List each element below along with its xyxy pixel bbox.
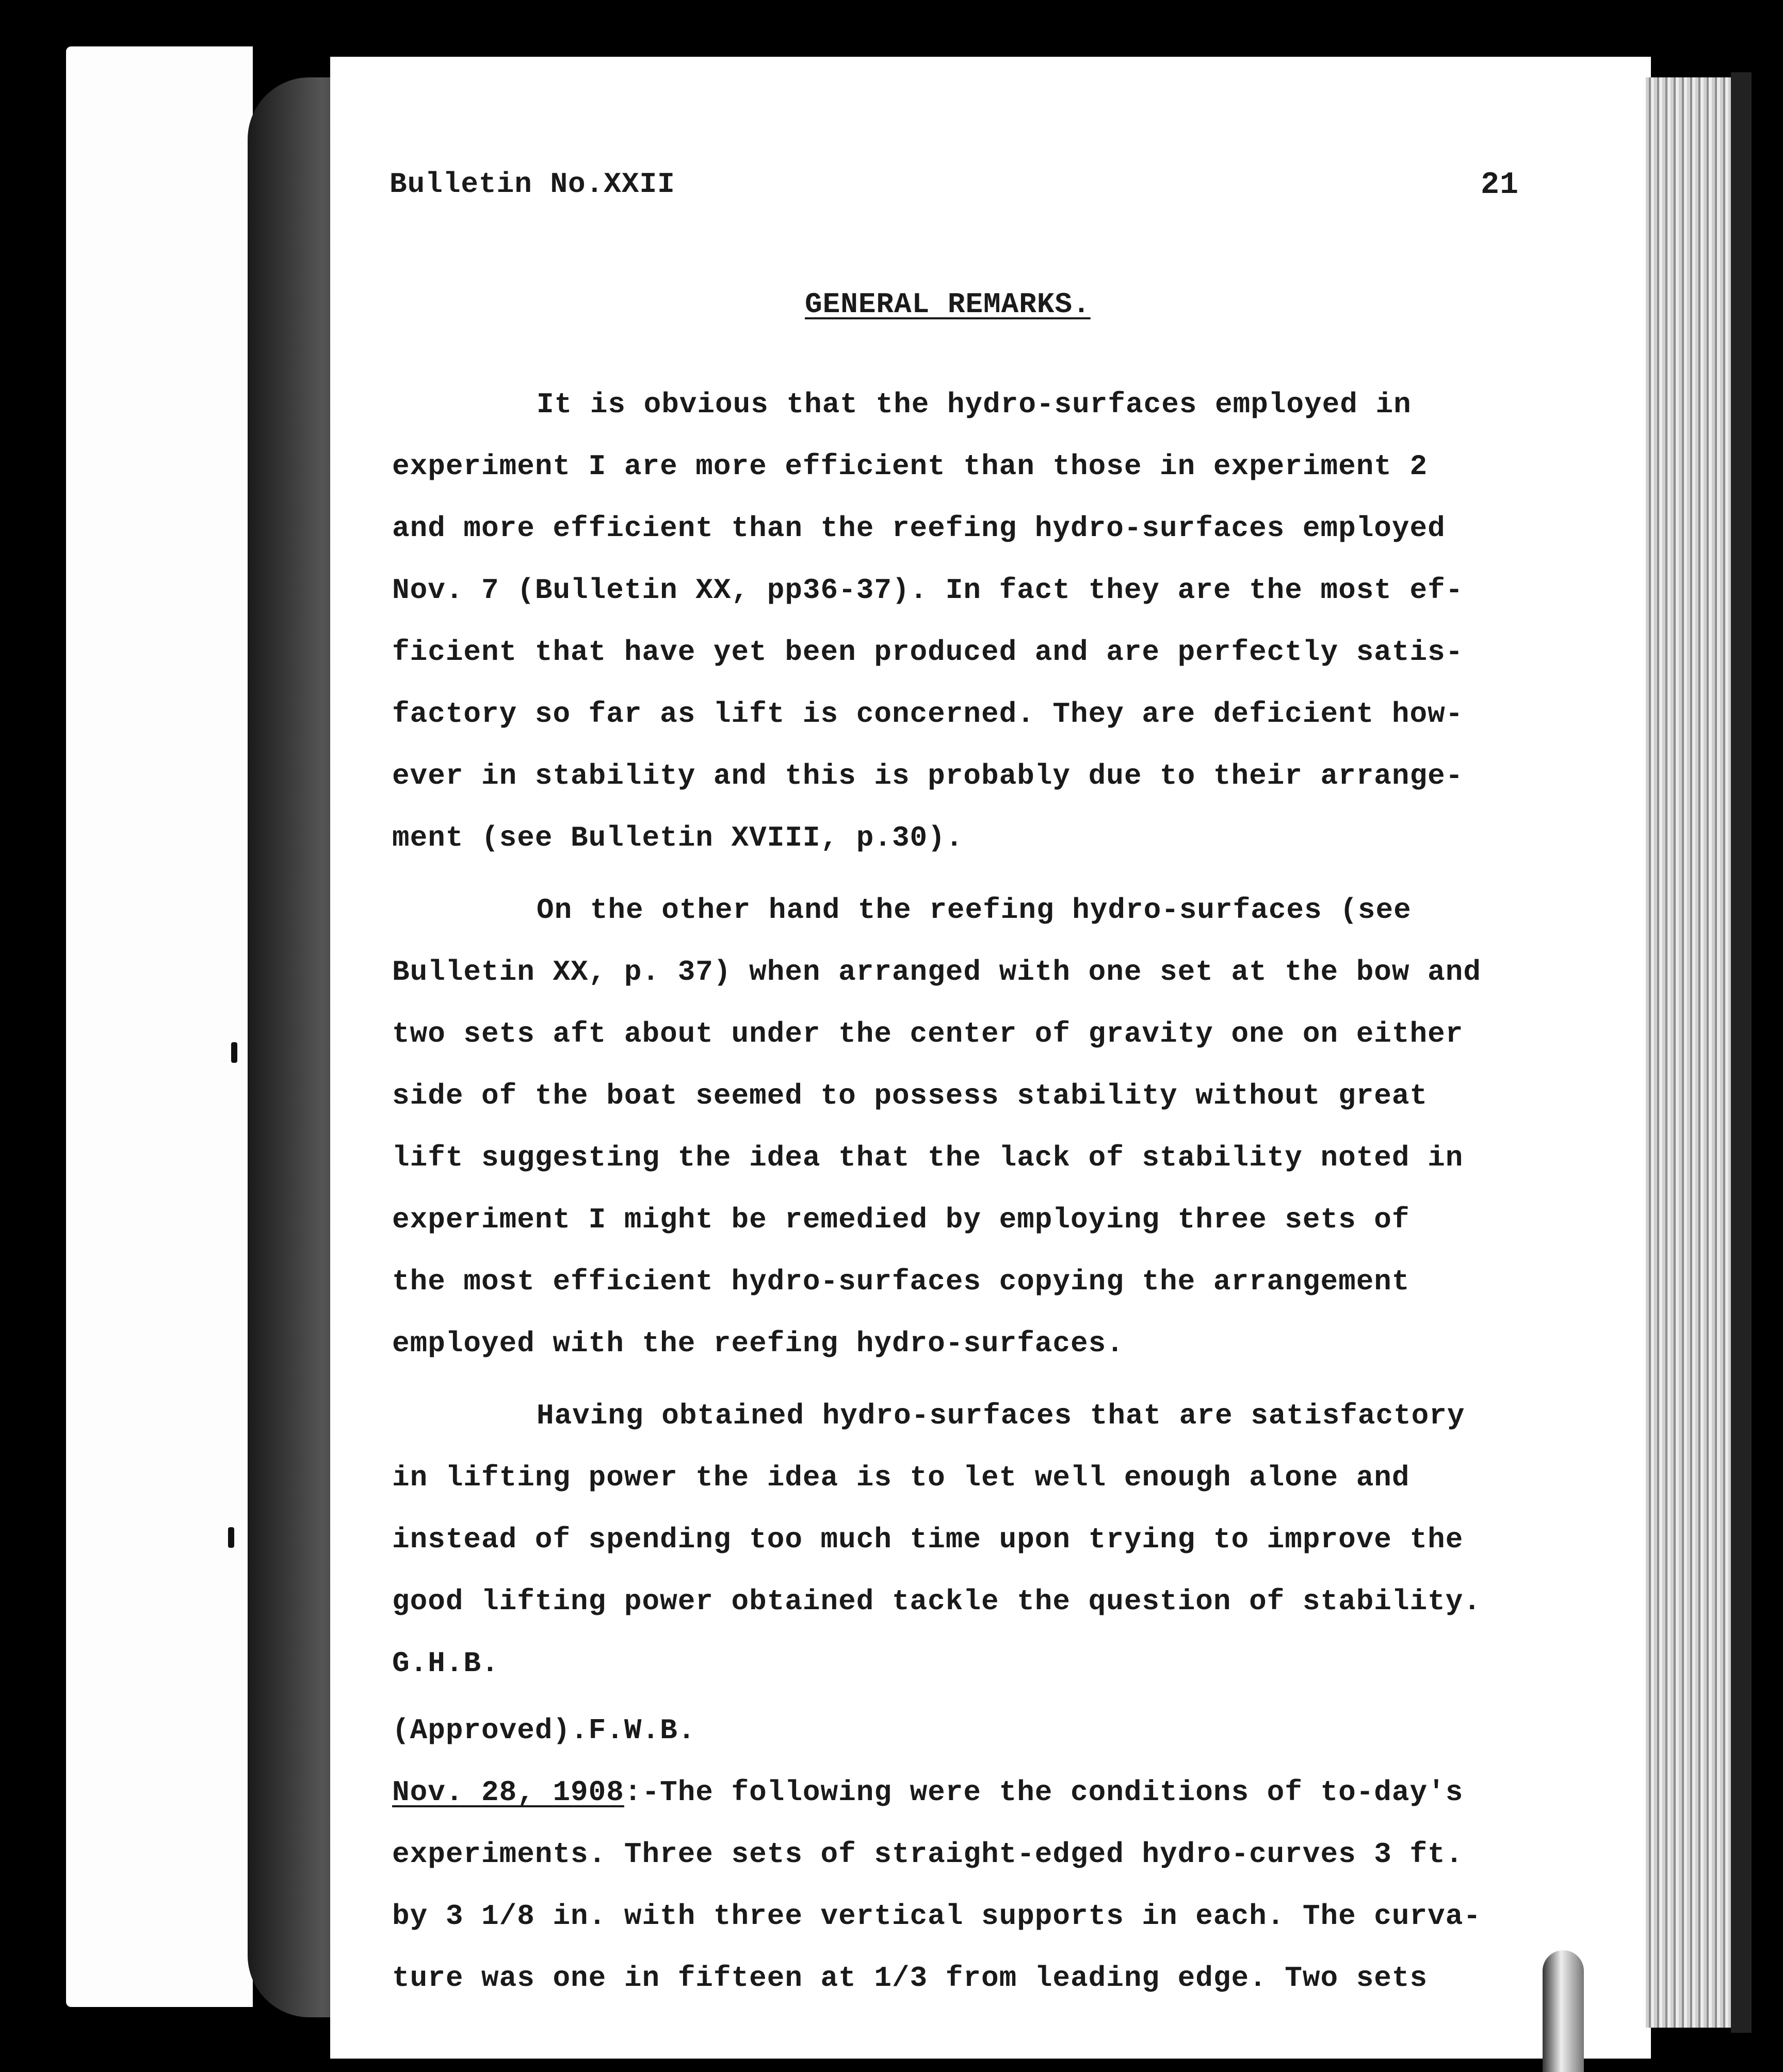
binding-mark <box>228 1527 234 1548</box>
text-line: good lifting power obtained tackle the question of stability. <box>392 1585 1481 1618</box>
text-line: On the other hand the reefing hydro-surfaces (see <box>537 894 1412 927</box>
text-line: lift suggesting the idea that the lack of stability noted in <box>392 1141 1464 1174</box>
text-line: ment (see Bulletin XVIII, p.30). <box>392 821 964 854</box>
text-line: It is obvious that the hydro-surfaces employed in <box>537 388 1412 421</box>
text-line: Nov. 7 (Bulletin XX, pp36-37). In fact they are the most ef- <box>392 574 1464 607</box>
text-line: instead of spending too much time upon trying to improve the <box>392 1523 1464 1556</box>
text-line: ever in stability and this is probably due to their arrange- <box>392 759 1464 792</box>
document-page <box>330 57 1651 2059</box>
approval-line: (Approved).F.W.B. <box>392 1714 696 1747</box>
section-title: GENERAL REMARKS. <box>805 288 1091 321</box>
text-line: in lifting power the idea is to let well enough alone and <box>392 1461 1410 1494</box>
pen-tip <box>1543 1950 1584 2072</box>
text-line: two sets aft about under the center of gravity one on either <box>392 1017 1464 1050</box>
facing-page <box>66 46 253 2007</box>
text-line: ficient that have yet been produced and are perfectly satis- <box>392 636 1464 669</box>
entry-first-line <box>392 1776 1463 1809</box>
text-line: ture was one in fifteen at 1/3 from leading edge. Two sets <box>392 1962 1428 1995</box>
text-line: by 3 1/8 in. with three vertical supports in each. The curva- <box>392 1900 1481 1933</box>
text-line: experiment I might be remedied by employing three sets of <box>392 1203 1410 1236</box>
entry-text: :-The following were the conditions of to-day's <box>624 1776 1464 1809</box>
page-edges <box>1646 77 1739 2028</box>
entry-date: Nov. 28, 1908 <box>392 1776 624 1809</box>
text-line: Bulletin XX, p. 37) when arranged with one set at the bow and <box>392 956 1481 989</box>
binding-mark <box>231 1042 237 1063</box>
text-line: side of the boat seemed to possess stability without great <box>392 1079 1428 1112</box>
text-line: experiment I are more efficient than those in experiment 2 <box>392 450 1428 483</box>
text-line: and more efficient than the reefing hydro-surfaces employed <box>392 512 1446 545</box>
page-edge-shadow <box>1731 72 1752 2033</box>
text-line: factory so far as lift is concerned. They are deficient how- <box>392 698 1464 731</box>
author-initials: G.H.B. <box>392 1647 499 1680</box>
text-line: experiments. Three sets of straight-edged hydro-curves 3 ft. <box>392 1838 1464 1871</box>
page-number: 21 <box>1481 168 1519 203</box>
text-line: the most efficient hydro-surfaces copying the arrangement <box>392 1265 1410 1298</box>
text-line: employed with the reefing hydro-surfaces. <box>392 1327 1124 1360</box>
bulletin-header: Bulletin No.XXII <box>390 168 675 201</box>
text-line: Having obtained hydro-surfaces that are satisfactory <box>537 1399 1465 1432</box>
